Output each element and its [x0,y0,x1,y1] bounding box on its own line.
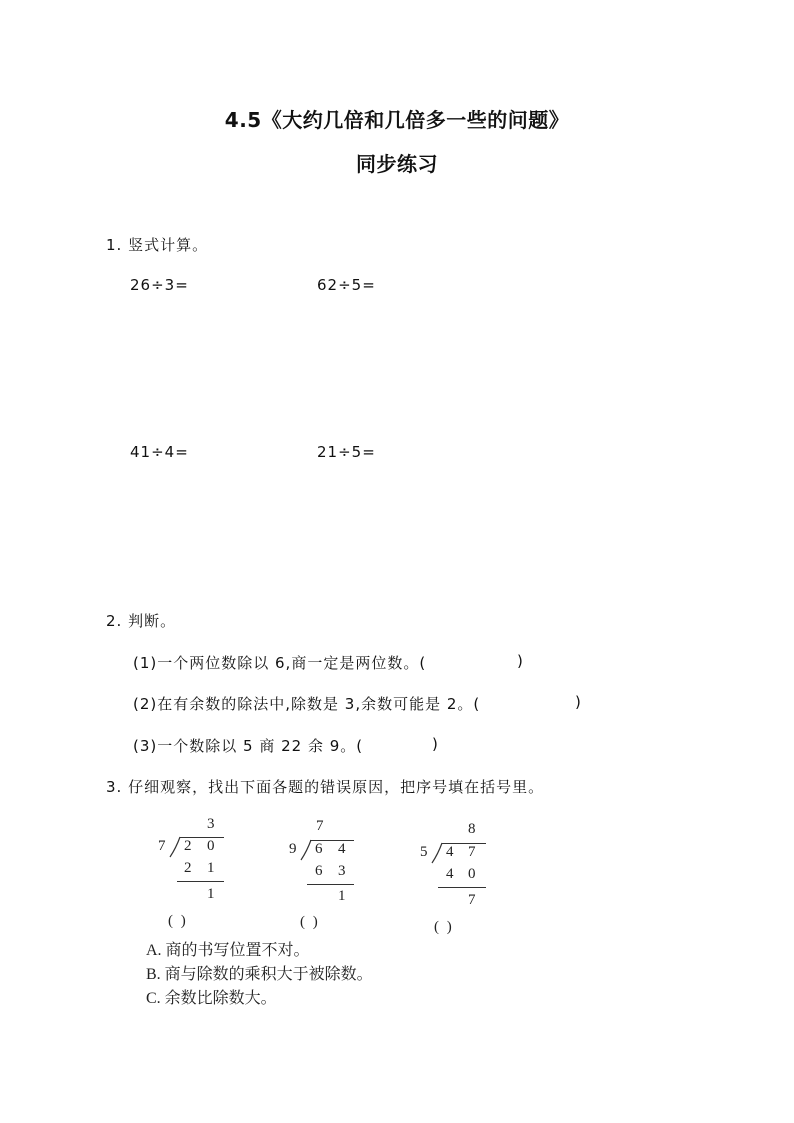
product-digit: 1 [207,860,215,876]
remainder: 1 [207,886,215,902]
q2-heading: 2. 判断。 [106,612,177,630]
answer-blank[interactable]: ( ) [168,913,188,929]
quotient: 8 [468,821,476,837]
subtraction-line [307,884,354,885]
quotient: 3 [207,816,215,832]
product-digit: 6 [315,863,323,879]
dividend-digit: 0 [207,838,215,854]
divisor: 9 [289,841,297,857]
page-title: 4.5《大约几倍和几倍多一些的问题》 [224,108,570,132]
dividend-digit: 4 [338,841,346,857]
quotient: 7 [316,818,324,834]
division-bracket [430,842,444,864]
dividend-digit: 2 [184,838,192,854]
page-subtitle: 同步练习 [356,152,438,176]
answer-blank[interactable]: ( ) [434,919,454,935]
q2-item-3-close: ) [432,735,439,753]
dividend-digit: 4 [446,844,454,860]
dividend-digit: 7 [468,844,476,860]
q2-item-2: (2)在有余数的除法中,除数是 3,余数可能是 2。( [133,695,481,713]
q1-expr-3: 41÷4= [130,443,189,461]
q3-heading: 3. 仔细观察，找出下面各题的错误原因，把序号填在括号里。 [106,778,545,796]
q1-expr-2: 62÷5= [317,276,376,294]
q1-expr-4: 21÷5= [317,443,376,461]
q2-item-3: (3)一个数除以 5 商 22 余 9。( [133,737,364,755]
q2-item-1-close: ) [517,652,524,670]
answer-blank[interactable]: ( ) [300,914,320,930]
product-digit: 3 [338,863,346,879]
subtraction-line [177,881,224,882]
option-c: C. 余数比除数大。 [146,990,277,1007]
subtraction-line [438,887,486,888]
option-b: B. 商与除数的乘积大于被除数。 [146,966,373,983]
divisor: 5 [420,844,428,860]
division-bracket [168,836,182,858]
q1-expr-1: 26÷3= [130,276,189,294]
division-bracket [299,839,313,861]
remainder: 7 [468,892,476,908]
q2-item-1: (1)一个两位数除以 6,商一定是两位数。( [133,654,427,672]
q1-heading: 1. 竖式计算。 [106,236,209,254]
product-digit: 0 [468,866,476,882]
dividend-digit: 6 [315,841,323,857]
option-a: A. 商的书写位置不对。 [146,942,310,959]
product-digit: 2 [184,860,192,876]
product-digit: 4 [446,866,454,882]
divisor: 7 [158,838,166,854]
q2-item-2-close: ) [575,693,582,711]
remainder: 1 [338,888,346,904]
